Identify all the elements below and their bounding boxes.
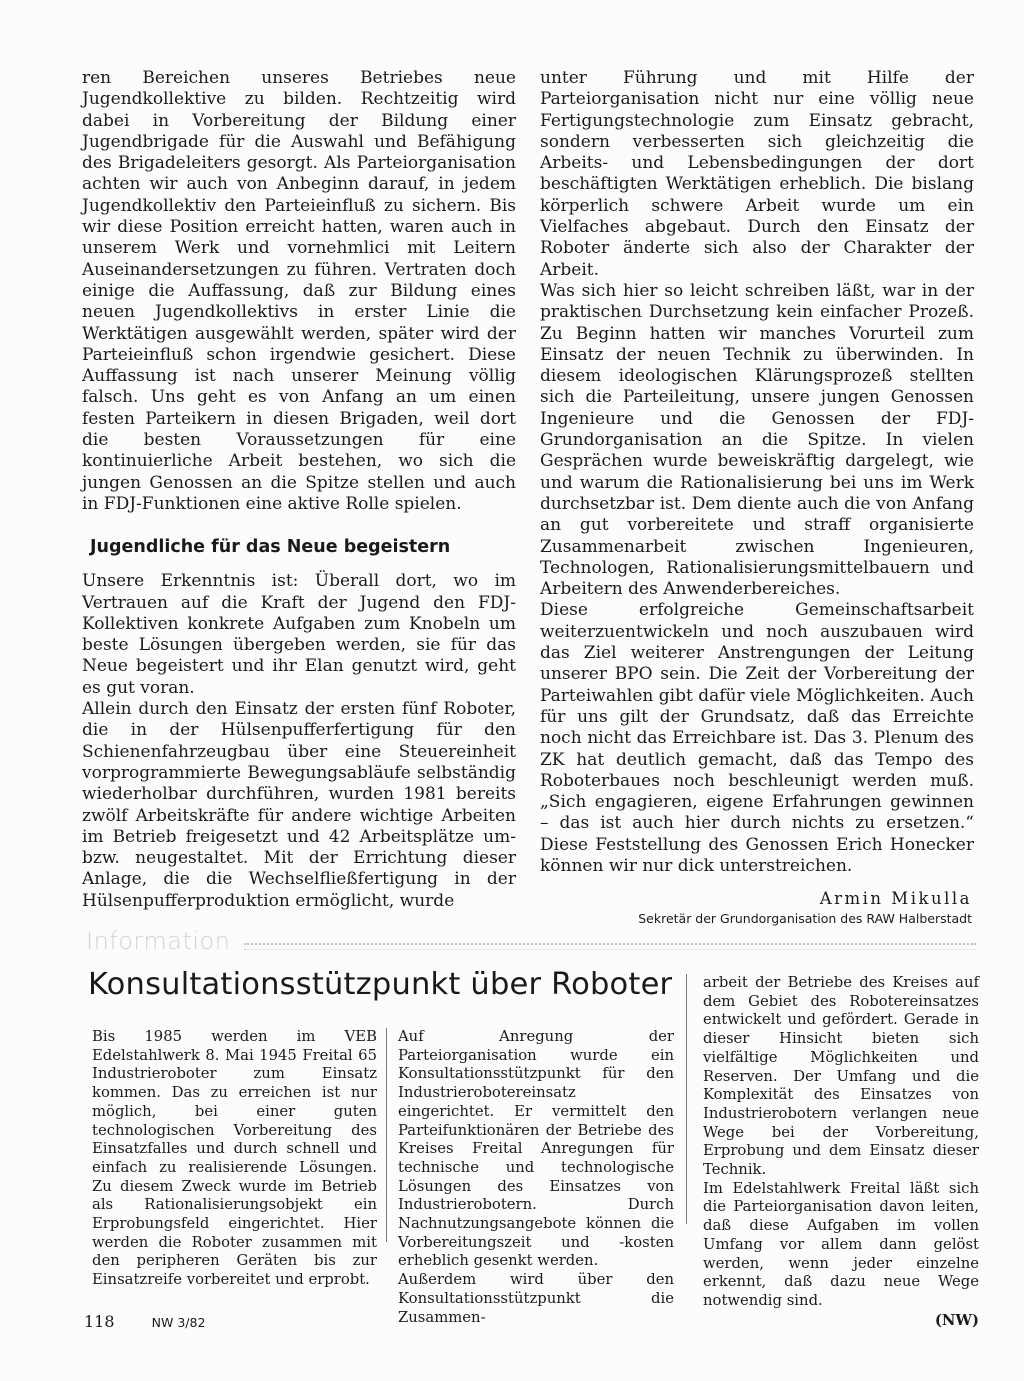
page-footer [84,1312,205,1331]
author-name: Armin Mikulla [819,889,972,909]
info-column-1 [92,1028,377,1290]
info-headline: Konsultationsstützpunkt über Roboter [88,967,673,1002]
info-paragraph: Im Edelstahlwerk Freital läßt sich die Parteiorganisation davon leiten, daß diese Aufgaben im vollen Umfang vor allem dann gelöst werden, wenn jeder einzelne erkennt, daß dazu neue Wege notwendig sind. [703,1179,979,1309]
info-paragraph: Außerdem wird über den Konsultationsstützpunkt die Zusammen- [398,1271,674,1326]
article-column-left [82,68,516,912]
column-divider [686,974,687,1224]
article-paragraph: ren Bereichen unseres Betriebes neue Jugendkollektive zu bilden. Rechtzeitig wird dabei in Vorbereitung der Bildung einer Jugendbrigade für die Auswahl und Befähigung des Brigadeleiters gesorgt. Als Parteiorganisation achten wir auch von Anbeginn darauf, in jedem Jugendkollektiv den Parteieinfluß zu sichern. Bis wir diese Position erreicht hatten, waren auch in unserem Werk und vornehmlici mit Leitern Auseinandersetzungen zu führen. Vertraten doch einige die Auffassung, daß zur Bildung eines neuen Jugendkollektivs in erster Linie die Werktätigen ausgewählt werden, später wird der Parteieinfluß schon irgendwie gesichert. Diese Auffassung ist nach unserer Meinung völlig falsch. Uns geht es von Anfang an um einen festen Parteikern in diesen Brigaden, weil dort die besten Voraussetzungen für eine kontinuierliche Arbeit bestehen, wo sich die jungen Genossen an die Spitze stellen und auch in FDJ-Funktionen eine aktive Rolle spielen. [82,68,516,514]
info-column-2 [398,1028,674,1327]
author-signature [540,889,974,926]
article-column-right [540,68,974,926]
article-paragraph: unter Führung und mit Hilfe der Parteiorganisation nicht nur eine völlig neue Fertigungstechnologie zum Einsatz gebracht, sondern verbesserten sich gleichzeitig die Arbeits- und Lebensbedingungen der dort beschäftigten Werktätigen erheblich. Die bislang körperlich schwere Arbeit wurde um ein Vielfaches abgebaut. Durch den Einsatz der Roboter änderte sich also der Charakter der Arbeit. [540,68,974,280]
article-subheading: Jugendliche für das Neue begeistern [90,537,451,558]
info-paragraph: Auf Anregung der Parteiorganisation wurde ein Konsultationsstützpunkt für den Industrierobotereinsatz eingerichtet. Er vermittelt den Parteifunktionären der Betriebe des Kreises Freital Anregungen für technische und technologische Lösungen des Einsatzes von Industrierobotern. Durch Nachnutzungsangebote können die Vorbereitungszeit und -kosten erheblich gesenkt werden. [398,1028,674,1270]
column-divider [386,1028,387,1242]
information-bar [86,927,976,957]
page-number: 118 [84,1312,115,1331]
info-paragraph: arbeit der Betriebe des Kreises auf dem Gebiet des Robotereinsatzes entwickelt und gefördert. Gerade in dieser Hinsicht bieten sich vielfältige Möglichkeiten und Reserven. Der Umfang und die Komplexität des Einsatzes von Industrierobotern verlangen neue Wege bei der Vorbereitung, Erprobung und dem Einsatz dieser Technik. [703,974,979,1179]
article-paragraph: Allein durch den Einsatz der ersten fünf Roboter, die in der Hülsenpufferfertigung für den Schienenfahrzeugbau über eine Steuereinheit vorprogrammierte Bewegungsabläufe selbständig wiederholbar durchführen, wurden 1981 bereits zwölf Arbeitskräfte für andere wichtige Arbeiten im Betrieb freigesetzt und 42 Arbeitsplätze um- bzw. neugestaltet. Mit der Errichtung dieser Anlage, die die Wechselfließfertigung in der Hülsenpufferproduktion ermöglicht, wurde [82,699,516,911]
info-credit: (NW) [934,1311,979,1329]
information-label: Information [86,927,231,955]
info-paragraph: Bis 1985 werden im VEB Edelstahlwerk 8. Mai 1945 Freital 65 Industrieroboter zum Einsatz kommen. Das zu erreichen ist nur möglich, bei einer guten technologischen Vorbereitung des Einsatzfalles und durch schnell und einfach zu realisierende Lösungen. Zu diesem Zweck wurde im Betrieb als Rationalisierungsobjekt ein Erprobungsfeld eingerichtet. Hier werden die Roboter zusammen mit den peripheren Geräten bis zur Einsatzreife vorbereitet und erprobt. [92,1028,377,1289]
issue-label: NW 3/82 [151,1315,206,1330]
author-role: Sekretär der Grundorganisation des RAW Halberstadt [638,911,972,927]
info-column-3 [703,974,979,1329]
article-paragraph: Diese erfolgreiche Gemeinschaftsarbeit weiterzuentwickeln und noch auszubauen wird das Ziel weiterer Anstrengungen der Leitung unserer BPO sein. Die Zeit der Vorbereitung der Parteiwahlen gibt dafür viele Möglichkeiten. Auch für uns gilt der Grundsatz, daß das Erreichte noch nicht das Erreichbare ist. Das 3. Plenum des ZK hat deutlich gemacht, daß das Tempo des Roboterbaues noch beschleunigt werden muß. „Sich engagieren, eigene Erfahrungen gewinnen – das ist auch hier durch nichts zu ersetzen.“ Diese Feststellung des Genossen Erich Honecker können wir nur dick unterstreichen. [540,600,974,876]
dotted-rule [244,943,976,950]
article-paragraph: Was sich hier so leicht schreiben läßt, war in der praktischen Durchsetzung kein einfacher Prozeß. Zu Beginn hatten wir manches Vorurteil zum Einsatz der neuen Technik zu überwinden. In diesem ideologischen Klärungsprozeß stellten sich die Parteileitung, unsere jungen Genossen Ingenieure und die Genossen der FDJ-Grundorganisation an die Spitze. In vielen Gesprächen wurde beweiskräftig dargelegt, wie und warum die Rationalisierung bei uns im Werk durchsetzbar ist. Dem diente auch die von Anfang an gut vorbereitete und straff organisierte Zusammenarbeit zwischen Ingenieuren, Technologen, Rationalisierungsmittelbauern und Arbeitern des Anwenderbereiches. [540,280,974,600]
article-paragraph: Unsere Erkenntnis ist: Überall dort, wo im Vertrauen auf die Kraft der Jugend den FDJ-Kollektiven konkrete Aufgaben zum Knobeln um beste Lösungen übergeben werden, sie für das Neue begeistert und ihr Elan genutzt wird, geht es gut voran. [82,571,516,698]
